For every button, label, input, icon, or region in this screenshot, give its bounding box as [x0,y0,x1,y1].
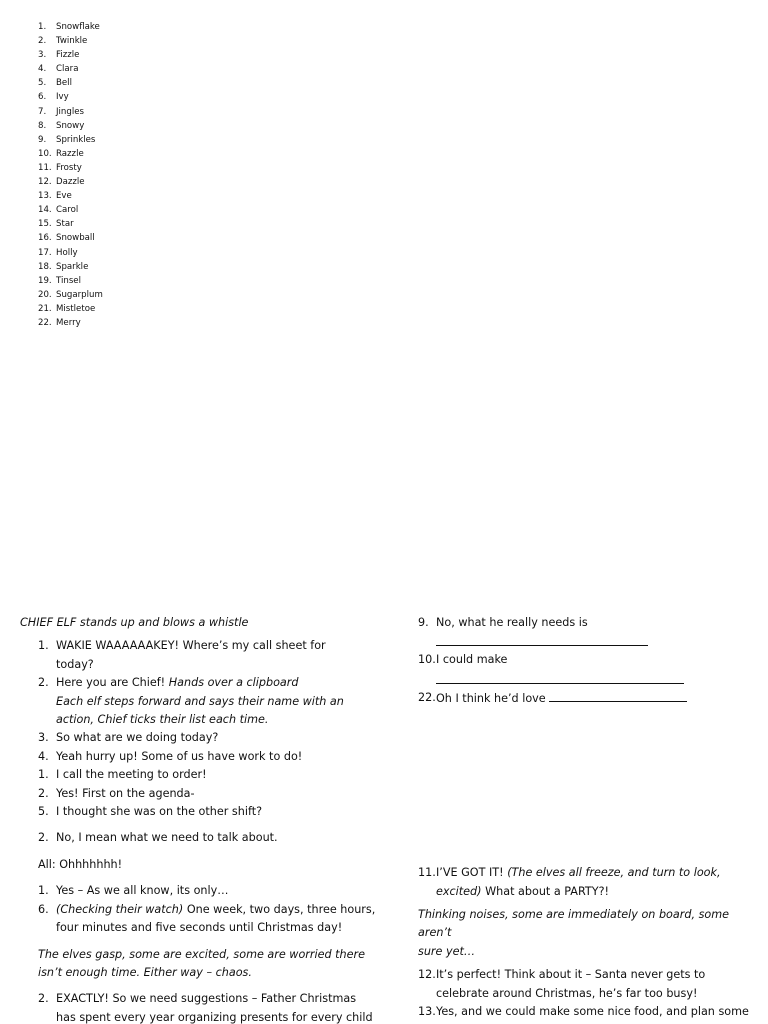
stage-direction: Each elf steps forward and says their name with an [56,694,344,708]
list-number: 7. [38,106,47,117]
elf-name: Holly [56,247,78,258]
line-number: 2. [38,831,49,845]
list-number: 6. [38,92,47,103]
list-item [38,161,103,175]
line-number: 1. [38,768,49,782]
list-number: 9. [38,134,47,145]
list-item [38,203,103,217]
fill-in-blank [436,670,684,684]
list-number: 14. [38,205,52,216]
line-number: 2. [38,786,49,800]
line-text: has spent every year organizing presents for every child [56,1010,373,1024]
elf-name: Sprinkles [56,134,96,145]
list-item [38,34,103,48]
elf-name: Twinkle [56,36,88,47]
elf-name: Jingles [56,106,84,117]
list-item [38,147,103,161]
list-number: 17. [38,247,52,258]
elf-name: Frosty [56,162,82,173]
line-text: I’VE GOT IT! [436,866,504,880]
list-number: 1. [38,22,47,32]
stage-direction: Hands over a clipboard [168,676,299,690]
list-item [38,90,103,104]
list-number: 4. [38,64,47,75]
list-number: 15. [38,219,52,230]
list-item [38,246,103,260]
line-text: One week, two days, three hours, [186,902,376,916]
line-text: WAKIE WAAAAAAKEY! Where’s my call sheet for [56,639,326,653]
elf-name: Dazzle [56,177,85,188]
script-line [418,1003,758,1021]
elf-names-list [38,20,103,330]
list-item [38,175,103,189]
stage-direction [38,946,380,983]
line-text: I call the meeting to order! [56,768,207,782]
script-line [38,637,380,674]
elf-name: Ivy [56,92,69,103]
list-item [38,105,103,119]
elf-name: Mistletoe [56,303,96,314]
chorus-line: All: Ohhhhhhh! [38,857,123,871]
script-line [418,864,758,901]
list-item [38,189,103,203]
list-item [38,62,103,76]
elf-name: Carol [56,205,79,216]
elf-name: Razzle [56,148,84,159]
fill-in-blank [436,632,648,646]
list-number: 2. [38,36,47,47]
line-text: celebrate around Christmas, he’s far too busy! [436,986,698,1000]
list-item [38,76,103,90]
script-line [38,901,380,938]
script-line [38,785,380,803]
list-item [38,20,103,34]
script-line [418,966,758,1003]
stage-direction [418,906,758,961]
stage-direction-text: isn’t enough time. Either way – chaos. [38,965,252,979]
list-item [38,48,103,62]
elf-name: Snowball [56,233,95,244]
line-number: 9. [418,616,429,629]
line-number: 13. [418,1005,436,1019]
list-item [38,217,103,231]
list-item [38,288,103,302]
elf-name: Sugarplum [56,289,103,300]
script-line [38,766,380,784]
script-line [38,729,380,747]
line-text: I could make [436,653,508,667]
elf-name: Sparkle [56,261,89,272]
line-number: 2. [38,676,49,690]
list-item [38,133,103,147]
fill-in-blank [549,689,687,702]
line-text: So what are we doing today? [56,731,219,745]
stage-direction: excited) [436,884,482,898]
line-number: 5. [38,805,49,819]
stage-direction: (Checking their watch) [56,902,184,916]
line-text: No, what he really needs is [436,616,588,629]
script-line [38,990,380,1024]
line-text: EXACTLY! So we need suggestions – Father Christmas [56,992,357,1006]
elf-name: Snowflake [56,22,100,32]
list-number: 12. [38,177,52,188]
line-text: Yeah hurry up! Some of us have work to do! [56,749,303,763]
elf-name: Bell [56,78,72,89]
list-number: 16. [38,233,52,244]
stage-direction-text: sure yet… [418,944,476,958]
line-number: 12. [418,968,436,982]
stage-direction: action, Chief ticks their list each time. [56,713,269,727]
line-text: four minutes and five seconds until Christmas day! [56,921,343,935]
script-line [38,882,380,900]
line-number: 10. [418,653,436,667]
list-number: 20. [38,289,52,300]
script-line [418,689,758,708]
list-item [38,316,103,330]
list-number: 21. [38,303,52,314]
script-line [418,651,758,683]
stage-direction: (The elves all freeze, and turn to look, [507,866,721,880]
line-number: 22. [418,690,436,704]
elf-name: Tinsel [56,275,81,286]
line-text: today? [56,657,94,671]
line-text: No, I mean what we need to talk about. [56,831,278,845]
stage-direction-text: Thinking noises, some are immediately on board, some aren’t [418,908,730,940]
list-number: 11. [38,162,52,173]
line-number: 2. [38,992,49,1006]
list-number: 22. [38,317,52,328]
script-line [38,803,380,821]
stage-direction: CHIEF ELF stands up and blows a whistle [20,616,249,629]
list-number: 10. [38,148,52,159]
stage-direction-text: The elves gasp, some are excited, some are worried there [38,947,365,961]
line-text: Yes! First on the agenda- [56,786,195,800]
line-number: 1. [38,884,49,898]
line-number: 6. [38,902,49,916]
script-line [38,829,380,847]
line-number: 3. [38,731,49,745]
list-number: 19. [38,275,52,286]
list-item [38,260,103,274]
elf-name: Snowy [56,120,85,131]
line-number: 11. [418,866,436,880]
list-number: 18. [38,261,52,272]
list-number: 8. [38,120,47,131]
line-text: It’s perfect! Think about it – Santa never gets to [436,968,706,982]
elf-name: Eve [56,191,72,202]
script-line [38,674,380,729]
script-line [38,748,380,766]
line-text: Oh I think he’d love [436,691,546,705]
elf-name: Clara [56,64,79,75]
elf-name: Star [56,219,74,230]
elf-name: Merry [56,317,81,328]
line-text: Here you are Chief! [56,676,166,690]
list-item [38,231,103,245]
line-text: I thought she was on the other shift? [56,805,263,819]
script-left-column [20,614,380,1024]
list-item [38,274,103,288]
elf-name: Fizzle [56,50,80,61]
script-right-column [418,614,758,1021]
list-number: 5. [38,78,47,89]
line-number: 1. [38,639,49,653]
line-text: Yes, and we could make some nice food, and plan some [436,1005,749,1019]
line-text: What about a PARTY?! [485,884,609,898]
line-number: 4. [38,749,49,763]
list-item [38,302,103,316]
line-text: Yes – As we all know, its only… [56,884,229,898]
list-item [38,119,103,133]
list-number: 3. [38,50,47,61]
list-number: 13. [38,191,52,202]
script-line [418,614,758,646]
